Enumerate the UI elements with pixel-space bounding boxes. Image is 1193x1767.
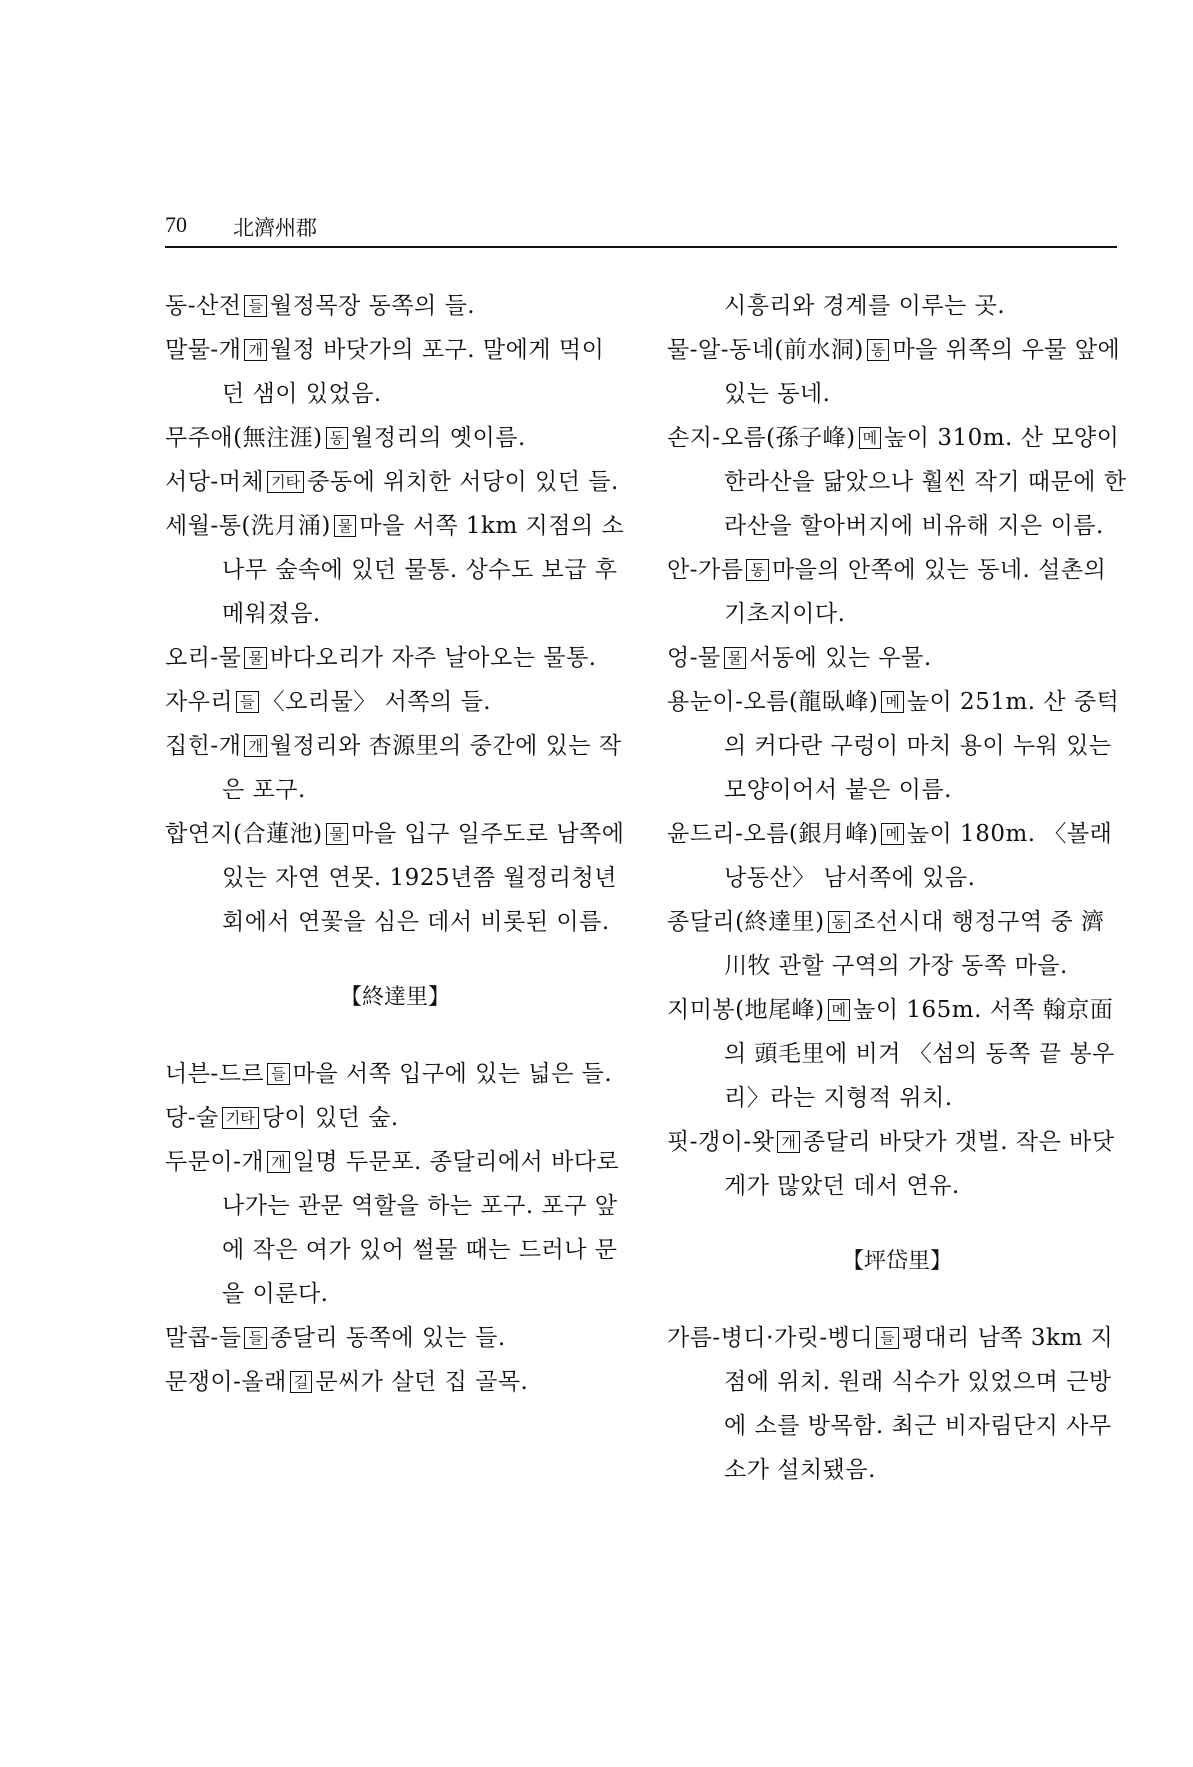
section-heading: 【坪岱里】 [841, 1249, 952, 1274]
entry-description: 시흥리와 경계를 이루는 곳. [724, 293, 1006, 319]
category-tag: 개 [244, 339, 267, 361]
entry-description: 월정목장 동쪽의 들. [269, 293, 476, 319]
entry-description: 일명 두문포. 종달리에서 바다로 나가는 관문 역할을 하는 포구. 포구 앞에 작은 여가 있어 썰물 때는 드러나 문을 이룬다. [222, 1149, 620, 1307]
entry-description: 마을 입구 일주도로 남쪽에 있는 자연 연못. 1925년쯤 월정리청년회에서 연꽃을 심은 데서 비롯된 이름. [222, 821, 625, 935]
entry-term: 물-알-동네(前水洞) [667, 337, 864, 363]
entry [165, 680, 625, 724]
entry-term: 안-가름 [667, 557, 744, 583]
entry-term: 종달리(終達里) [667, 909, 825, 935]
entry-description: 바다오리가 자주 날아오는 물통. [269, 645, 597, 671]
entry [165, 1360, 625, 1404]
category-tag: 메 [881, 823, 904, 845]
entry-term: 윤드리-오름(銀月峰) [667, 821, 879, 847]
entry [165, 636, 625, 680]
entry-description: 종달리 동쪽에 있는 들. [269, 1325, 506, 1351]
entry-description: 마을 서쪽 입구에 있는 넓은 들. [292, 1061, 613, 1087]
section-gap [667, 1208, 1127, 1240]
category-tag: 개 [777, 1131, 800, 1153]
entry [667, 548, 1127, 636]
entry-term: 세월-통(洗月涌) [165, 513, 331, 539]
entry-term: 손지-오름(孫子峰) [667, 425, 856, 451]
category-tag: 동 [326, 427, 349, 449]
category-tag: 들 [244, 1327, 267, 1349]
entry [165, 812, 625, 944]
entry-description: 종달리 바닷가 갯벌. 작은 바닷게가 많았던 데서 연유. [724, 1129, 1115, 1199]
entry-description: 월정리와 杏源里의 중간에 있는 작은 포구. [222, 733, 622, 803]
category-tag: 기타 [222, 1107, 259, 1129]
entry-description: 평대리 남쪽 3km 지점에 위치. 원래 식수가 있었으며 근방에 소를 방목함. 최근 비자림단지 사무소가 설치됐음. [724, 1325, 1114, 1483]
entry-description: 〈오리물〉 서쪽의 들. [261, 689, 492, 715]
entry [667, 284, 1127, 328]
category-tag: 메 [859, 427, 882, 449]
entry [165, 1052, 625, 1096]
entry-description: 높이 310m. 산 모양이 한라산을 닮았으나 훨씬 작기 때문에 한라산을 할아버지에 비유해 지은 이름. [724, 425, 1127, 539]
entry [667, 680, 1127, 812]
category-tag: 동 [746, 559, 769, 581]
entry-description: 문씨가 살던 집 골목. [315, 1369, 529, 1395]
entry-term: 집힌-개 [165, 733, 242, 759]
entry-description: 당이 있던 숲. [261, 1105, 399, 1131]
entry [667, 900, 1127, 988]
category-tag: 개 [244, 735, 267, 757]
entry-term: 문쟁이-올래 [165, 1369, 287, 1395]
entry-description: 높이 251m. 산 중턱의 커다란 구렁이 마치 용이 누워 있는 모양이어서 붙은 이름. [724, 689, 1120, 803]
page-number: 70 [165, 212, 187, 237]
entry [165, 724, 625, 812]
entry [667, 1120, 1127, 1208]
entry-term: 서당-머체 [165, 469, 265, 495]
entry [667, 1316, 1127, 1492]
entry-description: 월정 바닷가의 포구. 말에게 먹이던 샘이 있었음. [222, 337, 605, 407]
entry [667, 988, 1127, 1120]
entry-term: 엉-물 [667, 645, 721, 671]
category-tag: 들 [244, 295, 267, 317]
entry-term: 두문이-개 [165, 1149, 265, 1175]
entry-description: 월정리의 옛이름. [351, 425, 526, 451]
section-gap [165, 1020, 625, 1052]
category-tag: 기타 [267, 471, 304, 493]
category-tag: 들 [876, 1327, 899, 1349]
entry-term: 용눈이-오름(龍臥峰) [667, 689, 879, 715]
entry [667, 416, 1127, 548]
entry-term: 합연지(合蓮池) [165, 821, 323, 847]
header-rule [165, 246, 1117, 248]
entry [165, 460, 625, 504]
entry-term: 가름-병디·가릿-벵디 [667, 1325, 874, 1351]
entry-description: 중동에 위치한 서당이 있던 들. [307, 469, 619, 495]
entry-description: 높이 165m. 서쪽 翰京面의 頭毛里에 비겨 〈섬의 동쪽 끝 봉우리〉라는 지형적 위치. [724, 997, 1115, 1111]
category-tag: 물 [244, 647, 267, 669]
entry-term: 오리-물 [165, 645, 242, 671]
entry-description: 마을 위쪽의 우물 앞에 있는 동네. [724, 337, 1121, 407]
entry [667, 636, 1127, 680]
category-tag: 동 [828, 911, 851, 933]
entry-term: 동-산전 [165, 293, 242, 319]
entry [165, 416, 625, 460]
entry-term: 무주애(無注涯) [165, 425, 323, 451]
category-tag: 물 [724, 647, 747, 669]
entry-term: 말콥-들 [165, 1325, 242, 1351]
category-tag: 개 [267, 1151, 290, 1173]
entry [165, 284, 625, 328]
category-tag: 물 [326, 823, 349, 845]
entry [667, 812, 1127, 900]
entry [165, 328, 625, 416]
entry-description: 마을의 안쪽에 있는 동네. 설촌의 기초지이다. [724, 557, 1107, 627]
category-tag: 메 [881, 691, 904, 713]
category-tag: 물 [334, 515, 357, 537]
section-gap [165, 944, 625, 976]
entry [667, 328, 1127, 416]
entry-term: 너븐-드르 [165, 1061, 265, 1087]
entry [165, 1140, 625, 1316]
section-gap [667, 1284, 1127, 1316]
entry [165, 1096, 625, 1140]
right-column [667, 284, 1127, 1492]
entry-term: 당-술 [165, 1105, 219, 1131]
entry-description: 높이 180m. 〈볼래낭동산〉 남서쪽에 있음. [724, 821, 1113, 891]
entry [165, 504, 625, 636]
left-column [165, 284, 625, 1404]
section-heading: 【終達里】 [339, 985, 450, 1010]
category-tag: 들 [236, 691, 259, 713]
category-tag: 메 [828, 999, 851, 1021]
entry-description: 서동에 있는 우물. [749, 645, 932, 671]
category-tag: 길 [290, 1371, 313, 1393]
entry-description: 조선시대 행정구역 중 濟川牧 관할 구역의 가장 동쪽 마을. [724, 909, 1105, 979]
entry [165, 1316, 625, 1360]
entry-term: 자우리 [165, 689, 234, 715]
entry-term: 지미봉(地尾峰) [667, 997, 825, 1023]
entry-term: 말물-개 [165, 337, 242, 363]
entry-term: 핏-갱이-왓 [667, 1129, 775, 1155]
category-tag: 동 [867, 339, 890, 361]
entry-description: 마을 서쪽 1km 지점의 소나무 숲속에 있던 물통. 상수도 보급 후 메워졌음. [222, 513, 625, 627]
running-title: 北濟州郡 [233, 216, 317, 240]
category-tag: 들 [267, 1063, 290, 1085]
